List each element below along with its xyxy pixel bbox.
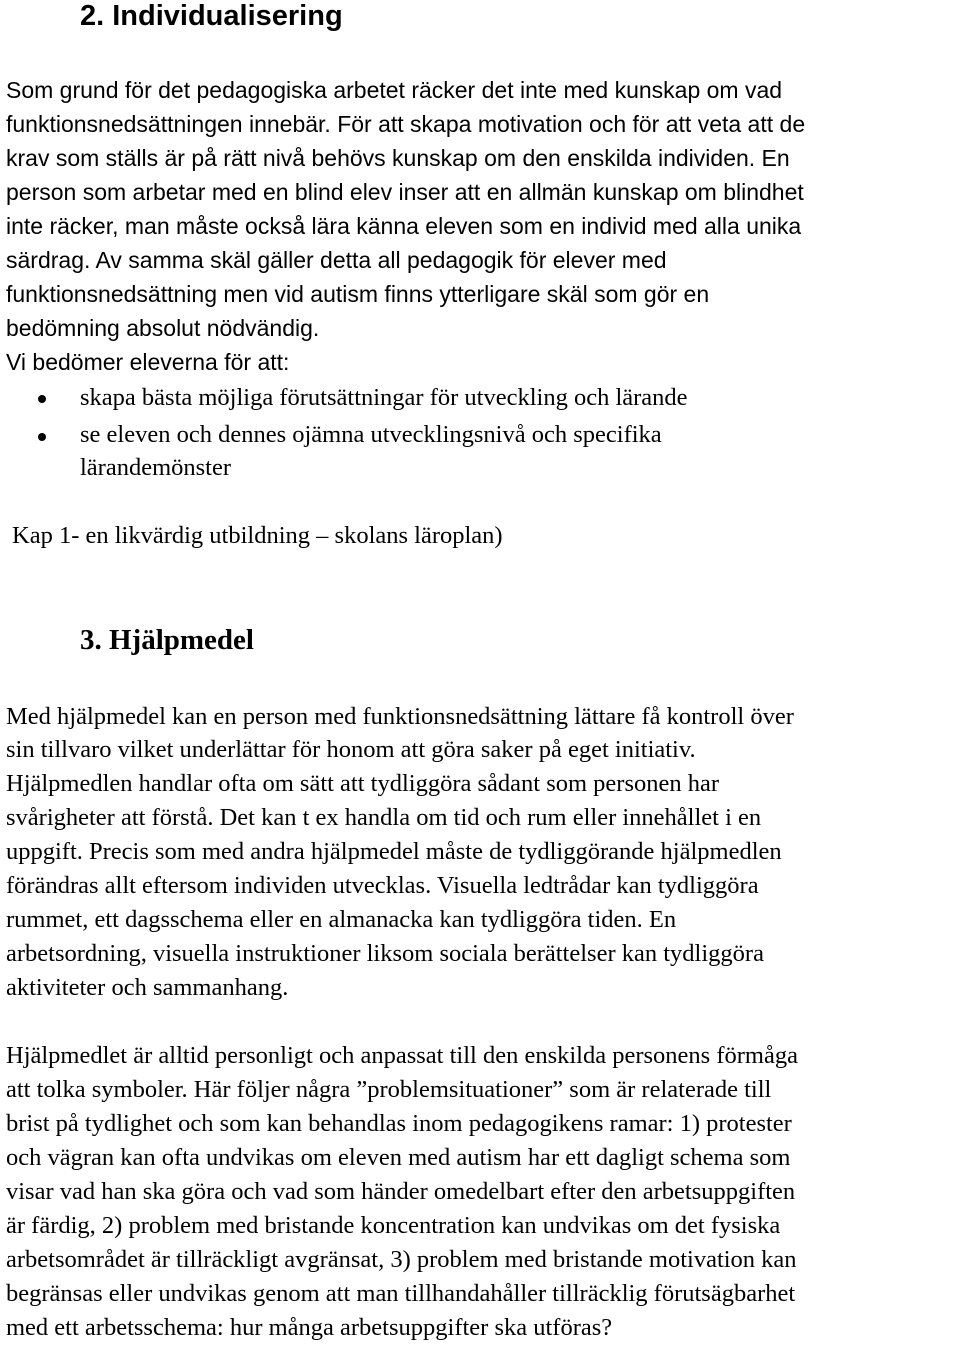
paragraph-line: svårigheter att förstå. Det kan t ex handla om tid och rum eller innehållet i en xyxy=(6,804,762,831)
paragraph-line: Som grund för det pedagogiska arbetet räcker det inte med kunskap om vad xyxy=(6,77,783,103)
paragraph-line: med ett arbetsschema: hur många arbetsuppgifter ska utföras? xyxy=(6,1314,613,1341)
paragraph-line: Hjälpmedlet är alltid personligt och anpassat till den enskilda personens förmåga xyxy=(6,1042,798,1069)
bullet-icon xyxy=(38,433,46,441)
paragraph-line: visar vad han ska göra och vad som händer omedelbart efter den arbetsuppgiften xyxy=(6,1178,796,1205)
bullet-item: skapa bästa möjliga förutsättningar för utveckling och lärande xyxy=(80,384,688,411)
paragraph-line: och vägran kan ofta undvikas om eleven med autism har ett dagligt schema som xyxy=(6,1144,791,1171)
paragraph-line: krav som ställs är på rätt nivå behövs kunskap om den enskilda individen. En xyxy=(6,145,790,171)
paragraph-line: sin tillvaro vilket underlättar för honom att göra saker på eget initiativ. xyxy=(6,736,696,763)
paragraph-line: särdrag. Av samma skäl gäller detta all pedagogik för elever med xyxy=(6,247,667,273)
section-heading-individualisering: 2. Individualisering xyxy=(80,0,343,32)
paragraph-line: funktionsnedsättning men vid autism finns ytterligare skäl som gör en xyxy=(6,281,710,307)
paragraph-line: arbetsområdet är tillräckligt avgränsat, 3) problem med bristande motivation kan xyxy=(6,1246,797,1273)
paragraph-line: rummet, ett dagsschema eller en almanacka kan tydliggöra tiden. En xyxy=(6,906,677,933)
paragraph-line: arbetsordning, visuella instruktioner liksom sociala berättelser kan tydliggöra xyxy=(6,940,764,967)
paragraph-line: brist på tydlighet och som kan behandlas inom pedagogikens ramar: 1) protester xyxy=(6,1110,792,1137)
paragraph-line: person som arbetar med en blind elev inser att en allmän kunskap om blindhet xyxy=(6,179,804,205)
paragraph-line: begränsas eller undvikas genom att man tillhandahåller tillräcklig förutsägbarhet xyxy=(6,1280,796,1307)
bullet-icon xyxy=(38,395,46,403)
bullet-item-continuation: lärandemönster xyxy=(80,454,232,481)
paragraph-line: funktionsnedsättningen innebär. För att skapa motivation och för att veta att de xyxy=(6,111,806,137)
paragraph-line: Hjälpmedlen handlar ofta om sätt att tydliggöra sådant som personen har xyxy=(6,770,720,797)
bullet-item: se eleven och dennes ojämna utvecklingsnivå och specifika xyxy=(80,421,662,448)
section-heading-hjalpmedel: 3. Hjälpmedel xyxy=(80,624,254,656)
paragraph-line: aktiviteter och sammanhang. xyxy=(6,974,289,1001)
paragraph-line: uppgift. Precis som med andra hjälpmedel måste de tydliggörande hjälpmedlen xyxy=(6,838,782,865)
paragraph-line: är färdig, 2) problem med bristande koncentration kan undvikas om det fysiska xyxy=(6,1212,781,1239)
paragraph-line: bedömning absolut nödvändig. xyxy=(6,315,320,341)
paragraph-line: att tolka symboler. Här följer några ”problemsituationer” som är relaterade till xyxy=(6,1076,772,1103)
curriculum-reference: Kap 1- en likvärdig utbildning – skolans läroplan) xyxy=(12,522,503,549)
paragraph-line: inte räcker, man måste också lära känna eleven som en individ med alla unika xyxy=(6,213,802,239)
paragraph-line: förändras allt eftersom individen utvecklas. Visuella ledtrådar kan tydliggöra xyxy=(6,872,759,899)
assessment-intro: Vi bedömer eleverna för att: xyxy=(6,349,290,375)
paragraph-line: Med hjälpmedel kan en person med funktionsnedsättning lättare få kontroll över xyxy=(6,703,794,730)
